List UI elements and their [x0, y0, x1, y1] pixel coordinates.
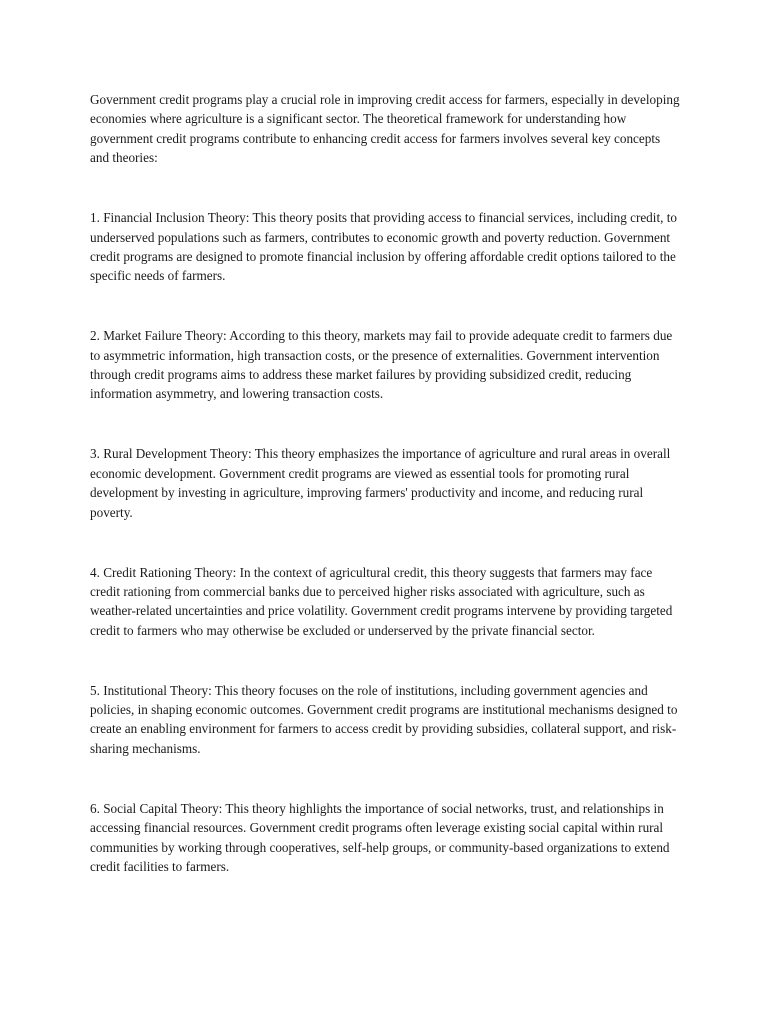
- paragraph-spacer: [90, 404, 682, 445]
- intro-paragraph: Government credit programs play a crucial role in improving credit access for farmers, especially in developing economies where agriculture is a significant sector. The theoretical framework for understanding how government credit programs contribute to enhancing credit access for farmers involves several key concepts and theories:: [90, 92, 680, 166]
- paragraph-spacer: [90, 522, 682, 563]
- paragraph-spacer: [90, 286, 682, 327]
- paragraph-spacer: [90, 758, 682, 799]
- paragraph-spacer: [90, 640, 682, 681]
- social-capital-paragraph: 6. Social Capital Theory: This theory highlights the importance of social networks, trust, and relationships in accessing financial resources. Government credit programs often leverage existing social capital within rural communities by working through cooperatives, self-help groups, or community-based organizations to extend credit facilities to farmers.: [90, 800, 670, 874]
- institutional-theory-paragraph: 5. Institutional Theory: This theory focuses on the role of institutions, including government agencies and policies, in shaping economic outcomes. Government credit programs are institutional mechanisms designed to create an enabling environment for farmers to access credit by providing subsidies, collateral support, and risk-sharing mechanisms.: [90, 682, 678, 756]
- market-failure-paragraph: 2. Market Failure Theory: According to this theory, markets may fail to provide adequate credit to farmers due to asymmetric information, high transaction costs, or the presence of externalities. Government intervention through credit programs aims to address these market failures by providing subsidized credit, reducing information asymmetry, and lowering transaction costs.: [90, 328, 673, 402]
- paragraph-spacer: [90, 168, 682, 209]
- document-body: [90, 90, 682, 876]
- credit-rationing-paragraph: 4. Credit Rationing Theory: In the context of agricultural credit, this theory suggests that farmers may face credit rationing from commercial banks due to perceived higher risks associated with agriculture, such as weather-related uncertainties and price volatility. Government credit programs intervene by providing targeted credit to farmers who may otherwise be excluded or underserved by the private financial sector.: [90, 564, 673, 638]
- financial-inclusion-paragraph: 1. Financial Inclusion Theory: This theory posits that providing access to financial services, including credit, to underserved populations such as farmers, contributes to economic growth and poverty reduction. Government credit programs are designed to promote financial inclusion by offering affordable credit options tailored to the specific needs of farmers.: [90, 210, 677, 284]
- rural-development-paragraph: 3. Rural Development Theory: This theory emphasizes the importance of agriculture and rural areas in overall economic development. Government credit programs are viewed as essential tools for promoting rural development by investing in agriculture, improving farmers' productivity and income, and reducing rural poverty.: [90, 446, 671, 520]
